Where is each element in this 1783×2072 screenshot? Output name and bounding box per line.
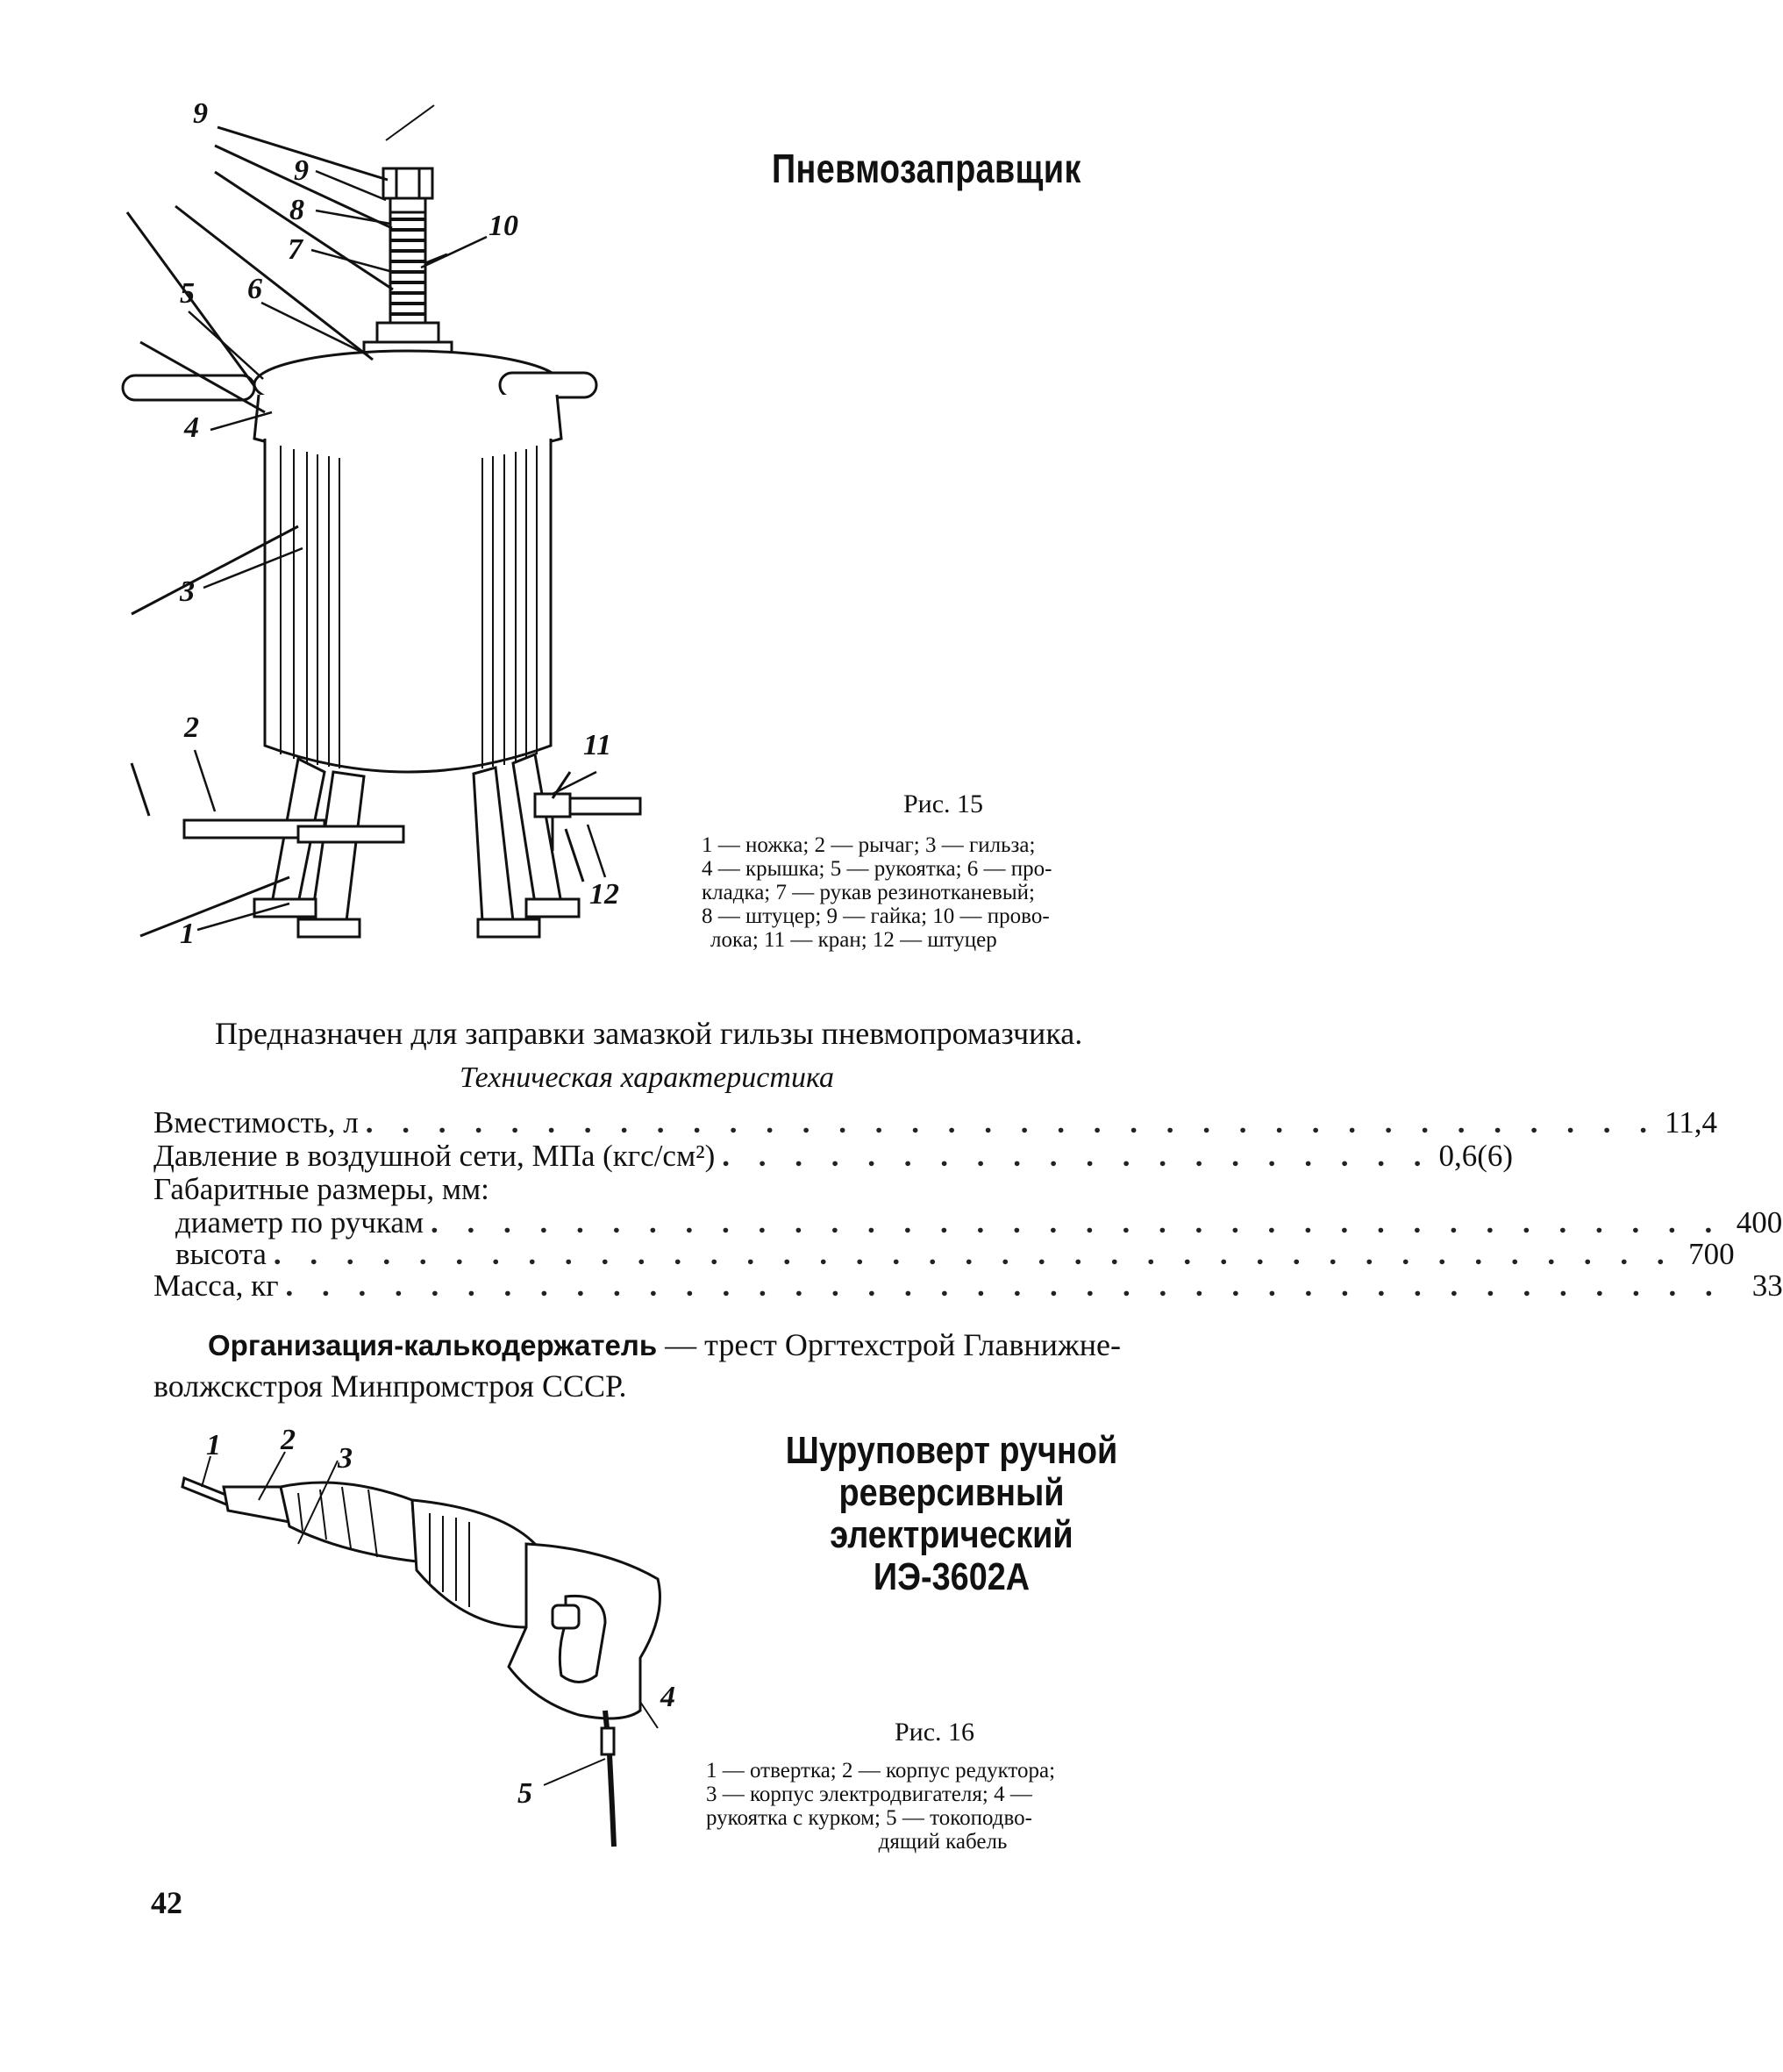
purpose-text: Предназначен для заправки замазкой гильзы пневмопромазчика. (215, 1016, 1083, 1051)
page-number: 42 (151, 1885, 182, 1920)
spec-value: 0,6(6) (1438, 1139, 1514, 1173)
section-title-pneumo-filler: Пневмозаправщик (772, 146, 1081, 191)
callout-3: 3 (338, 1442, 353, 1475)
figure-16-caption (706, 1759, 1180, 1854)
callout-5: 5 (180, 277, 195, 310)
figure-16-label: Рис. 16 (895, 1718, 975, 1747)
callout-9: 9 (294, 154, 309, 187)
organization-text: — трест Оргтехстрой Главнижне- (657, 1327, 1121, 1362)
callout-11: 11 (583, 729, 612, 761)
spec-row-mass (153, 1268, 1783, 1303)
caption-line: рукоятка с курком; 5 — токоподво- (706, 1806, 1032, 1830)
callout-2: 2 (281, 1424, 296, 1456)
callout-12: 12 (589, 878, 619, 911)
caption-line: лока; 11 — кран; 12 — штуцер (710, 928, 997, 952)
callout-7: 7 (288, 233, 303, 266)
figure-16-screwdriver-drawing (167, 1424, 728, 1877)
specs-heading: Техническая характеристика (459, 1061, 835, 1094)
title-line: ИЭ-3602А (873, 1555, 1031, 1598)
spec-label: Давление в воздушной сети, МПа (кгс/см²) (153, 1139, 716, 1173)
spec-value: 33 (1751, 1268, 1783, 1303)
figure-15-label: Рис. 15 (903, 790, 984, 818)
leader-dots: . . . . . . . . . . . . . . . . . . . . (722, 1139, 1432, 1173)
caption-line: 8 — штуцер; 9 — гайка; 10 — прово- (702, 904, 1050, 928)
callout-2: 2 (184, 711, 199, 744)
spec-label: диаметр по ручкам (175, 1205, 424, 1240)
caption-line: 4 — крышка; 5 — рукоятка; 6 — про- (702, 857, 1052, 881)
callout-9: 9 (193, 97, 208, 130)
callout-6: 6 (247, 273, 262, 305)
leader-dots: . . . . . . . . . . . . . . . . . . . . . . . . . . . . . . . . . . . . (365, 1105, 1658, 1140)
spec-row-height (175, 1237, 1735, 1271)
figure-15-caption (702, 833, 1180, 952)
caption-line: 1 — ножка; 2 — рычаг; 3 — гильза; (702, 833, 1036, 857)
callout-8: 8 (289, 194, 304, 226)
spec-value: 400 (1736, 1205, 1783, 1240)
spec-label: Габаритные размеры, мм: (153, 1172, 489, 1206)
title-line: Шуруповерт ручной (785, 1429, 1118, 1472)
callout-5: 5 (517, 1777, 532, 1810)
spec-row-capacity (153, 1105, 1717, 1140)
spec-label: Вместимость, л (153, 1105, 359, 1140)
spec-value: 11,4 (1665, 1105, 1717, 1140)
callout-10: 10 (489, 210, 518, 242)
organization-text-continued: волжскстроя Минпромстроя СССР. (153, 1368, 627, 1404)
title-line: электрический (830, 1513, 1073, 1556)
leader-dots: . . . . . . . . . . . . . . . . . . . . . . . . . . . . . . . . . . . . . . . (273, 1237, 1675, 1271)
leader-dots: . . . . . . . . . . . . . . . . . . . . . . . . . . . . . . . . . . . . (431, 1205, 1723, 1240)
spec-value: 700 (1688, 1237, 1735, 1271)
organization-paragraph (153, 1325, 1145, 1406)
callout-3: 3 (180, 575, 195, 608)
spec-label: высота (175, 1237, 267, 1271)
caption-line: 3 — корпус электродвигателя; 4 — (706, 1783, 1032, 1806)
title-line: реверсивный (838, 1471, 1065, 1514)
organization-label: Организация-калькодержатель (208, 1329, 658, 1361)
caption-line: кладка; 7 — рукав резинотканевый; (702, 881, 1035, 904)
section-title-screwdriver (750, 1430, 1153, 1598)
spec-row-dimensions-header (153, 1174, 1140, 1205)
callout-4: 4 (184, 411, 199, 444)
spec-label: Масса, кг (153, 1268, 279, 1303)
caption-line: дящий кабель (878, 1830, 1008, 1854)
spec-row-diameter (175, 1205, 1783, 1240)
leader-dots: . . . . . . . . . . . . . . . . . . . . . . . . . . . . . . . . . . . . . . . . (285, 1268, 1723, 1303)
callout-1: 1 (180, 918, 195, 950)
callout-1: 1 (206, 1429, 221, 1461)
caption-line: 1 — отвертка; 2 — корпус редуктора; (706, 1759, 1056, 1783)
spec-row-pressure (153, 1139, 1514, 1173)
callout-4: 4 (660, 1681, 675, 1713)
